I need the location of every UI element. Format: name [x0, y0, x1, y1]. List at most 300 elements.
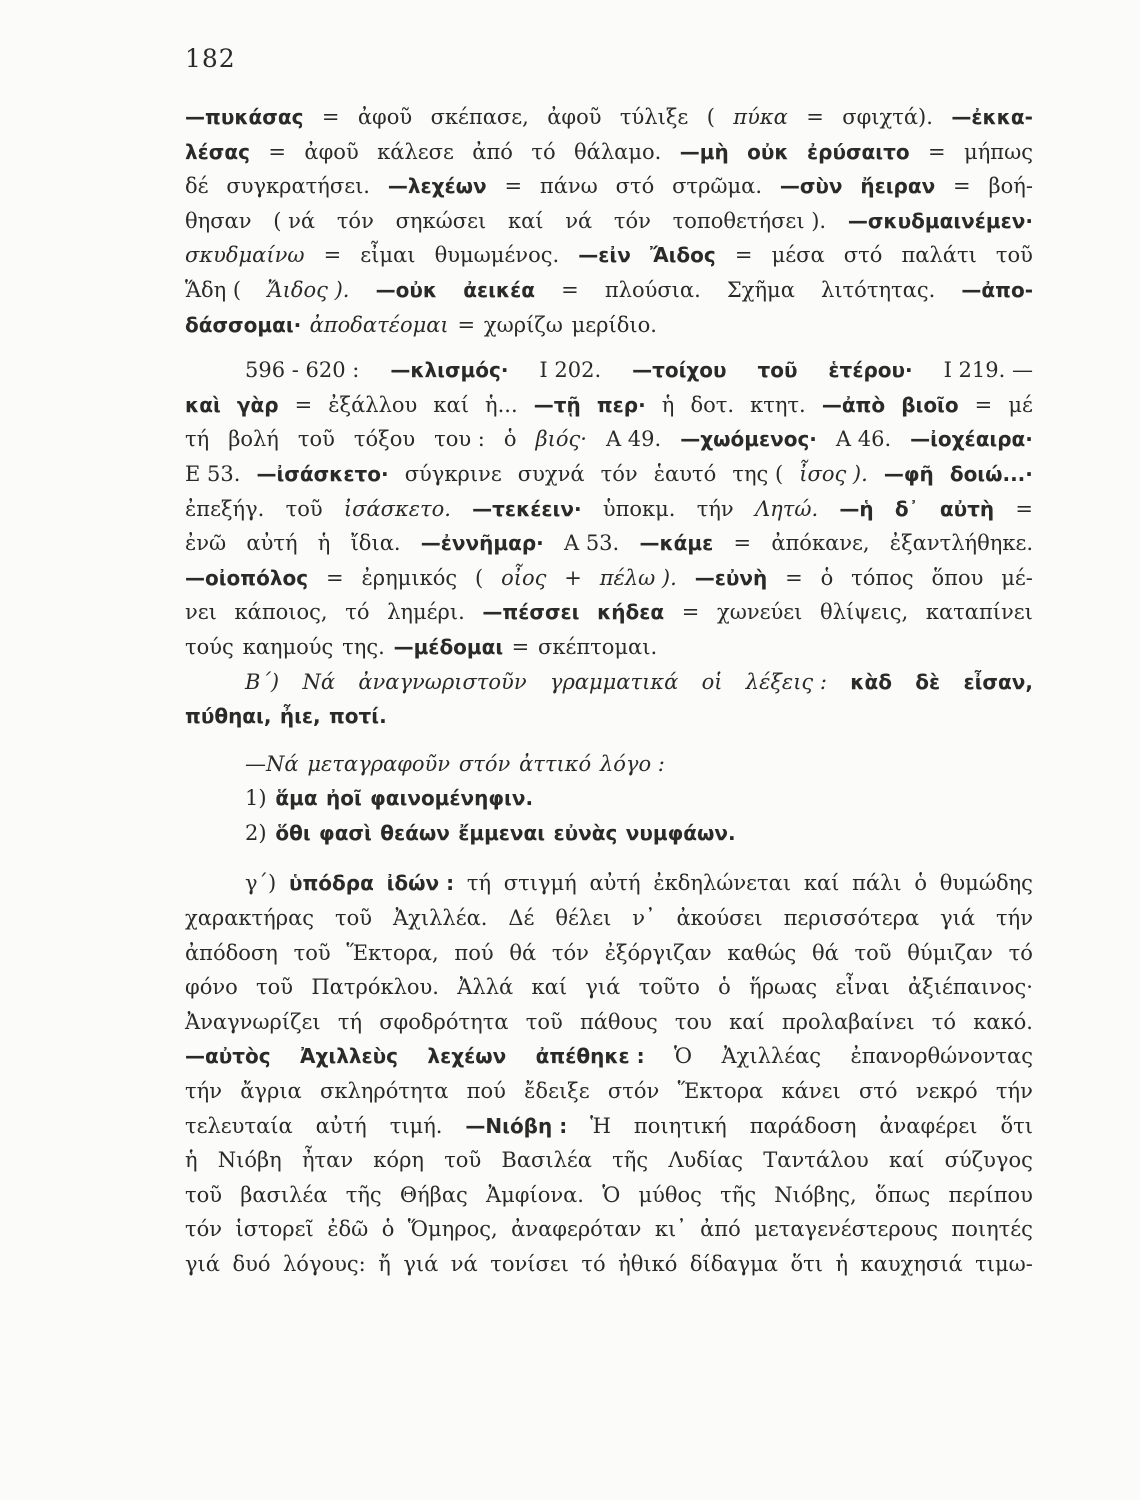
text-run: σφοδρότητα — [379, 1009, 509, 1034]
text-run: ὑποκμ. — [602, 496, 676, 521]
text-run: ἑαυτό — [653, 461, 717, 486]
text-line — [185, 135, 1033, 170]
text-run: ( — [706, 105, 715, 129]
text-run: ἄγρια — [240, 1079, 302, 1104]
text-run: πάνω — [539, 174, 598, 199]
text-run: = — [561, 277, 579, 302]
bold-term: λέσας — [185, 139, 250, 164]
text-run: ( — [474, 565, 484, 590]
text-run: Λυδίας — [668, 1148, 744, 1173]
text-run: ἐδῶ — [327, 1217, 369, 1242]
bold-term: ὅθι — [275, 820, 311, 845]
text-run: πού — [466, 1079, 506, 1104]
text-run: τόν — [336, 208, 374, 233]
text-run: ἀφοῦ — [304, 139, 359, 164]
text-run: 596 - 620 : — [245, 358, 360, 383]
text-run: = — [511, 634, 530, 659]
bold-term: ἠοῖ — [325, 786, 362, 811]
bold-term: ἅμα — [275, 786, 318, 811]
bold-term: —τεκέειν· — [472, 496, 582, 521]
text-line — [185, 1247, 1033, 1282]
text-run: Ἀχιλλέας — [721, 1044, 822, 1069]
italic-text: βιός· — [535, 427, 587, 452]
text-run: νεκρό — [915, 1079, 978, 1104]
text-line — [185, 1039, 1033, 1074]
text-run: ἐπεξήγ. — [185, 496, 265, 521]
text-run: τή — [337, 1009, 363, 1034]
bold-term: ἔμμεναι — [458, 820, 546, 845]
bold-term: —φῆ — [883, 461, 934, 486]
text-run: τοῦ — [256, 975, 294, 1000]
text-run: νά — [565, 208, 593, 233]
text-run: εἶναι — [835, 975, 890, 1000]
bold-term: φαινομένηφιν. — [370, 786, 534, 811]
text-run: ὁ — [718, 975, 731, 1000]
text-line — [185, 492, 1033, 527]
text-line — [185, 526, 1033, 561]
text-line — [185, 665, 1033, 700]
text-run: ἤ — [378, 1252, 391, 1276]
bold-term: δ᾽ — [894, 496, 919, 521]
text-run: Ἀλλά — [457, 975, 514, 1000]
bold-term: θεάων — [380, 820, 450, 845]
text-run: = — [681, 600, 700, 625]
text-run: μήπως — [964, 139, 1033, 164]
text-run: ἡ — [317, 531, 331, 556]
text-run: ἐκδηλώνεται — [653, 871, 792, 896]
bold-term: —εὐνὴ — [694, 565, 768, 590]
text-run: θάλαμο. — [574, 139, 662, 164]
text-run: τοῦ — [334, 906, 373, 931]
bold-term: Ἀχιλλεὺς — [300, 1044, 398, 1069]
text-run: ἐξάλλου — [328, 392, 418, 417]
text-run: του : — [434, 427, 485, 452]
bold-term: —μέδομαι — [393, 634, 504, 659]
text-run: ὅπου — [931, 565, 984, 590]
italic-text: ἀναγνωριστοῦν — [358, 669, 527, 694]
bold-term: —οὐκ — [375, 277, 438, 302]
text-run: καί — [729, 1009, 765, 1034]
text-run: καυχησιά — [860, 1252, 963, 1276]
text-line — [185, 901, 1033, 936]
text-run: ἡ — [661, 392, 675, 417]
text-run: μεταγενέστερους — [754, 1217, 938, 1242]
text-run: = — [953, 174, 971, 199]
text-run: τήν — [995, 1079, 1033, 1104]
text-run: ἴδια. — [350, 531, 401, 556]
bold-term: πύθηαι, — [185, 704, 272, 729]
text-run: τῆς — [612, 1148, 649, 1173]
text-run: τονίσει — [490, 1252, 569, 1276]
text-run: θά — [811, 940, 839, 965]
bold-term: —ἡ — [839, 496, 874, 521]
text-run: στιγμή — [503, 871, 577, 896]
text-line — [185, 204, 1033, 239]
text-line — [185, 747, 1033, 782]
text-run: κακό. — [973, 1009, 1033, 1034]
text-line — [185, 1005, 1033, 1040]
bold-term: γὰρ — [236, 392, 279, 417]
text-run: Ἀναγνωρίζει — [185, 1009, 321, 1034]
text-run: θά — [509, 940, 537, 965]
text-run: τόν — [600, 461, 638, 486]
text-run: θυμώδης — [939, 871, 1033, 896]
text-run: = — [504, 174, 523, 199]
text-run: ἀκούσει — [676, 906, 763, 931]
text-run: δίδαγμα — [689, 1252, 778, 1276]
text-run: τήν — [996, 906, 1033, 931]
text-line — [185, 781, 1033, 816]
text-run: γιά — [940, 906, 976, 931]
text-line — [185, 595, 1033, 630]
text-run: ἐπανορθώνοντας — [850, 1044, 1033, 1069]
text-run: Ὁ — [602, 1182, 621, 1207]
text-run: ἡ... — [485, 392, 518, 417]
bold-term: —ἰοχέαιρα· — [910, 427, 1033, 452]
bold-term: καὶ — [185, 392, 221, 417]
text-line — [185, 630, 1033, 665]
text-run: καί — [888, 1148, 925, 1173]
text-run: εἶμαι — [360, 243, 416, 268]
text-run: Νιόβη — [217, 1148, 282, 1173]
text-run: Ἕκτορα — [677, 1079, 764, 1104]
text-run: Ταντάλου — [763, 1148, 869, 1173]
text-run: τό — [1008, 940, 1033, 965]
text-line — [185, 699, 1033, 734]
text-run: πάθους — [579, 1009, 658, 1034]
text-run: ποιητές — [951, 1217, 1033, 1242]
text-run: καί — [803, 871, 840, 896]
italic-text: γραμματικά — [549, 669, 679, 694]
text-run: τύλιξε — [619, 105, 689, 129]
bold-term: ἦιε, — [279, 704, 321, 729]
text-run: ὁ — [820, 565, 834, 590]
text-run: = — [457, 312, 476, 337]
text-run: + — [564, 565, 582, 590]
bold-term: —αὐτὸς — [185, 1044, 271, 1069]
text-line — [185, 1143, 1033, 1178]
text-run: στό — [615, 174, 655, 199]
text-run: ἀξιέπαινος· — [907, 975, 1033, 1000]
text-run: τόν — [613, 208, 651, 233]
bold-term: δάσσομαι· — [185, 312, 302, 337]
text-run: τιμή. — [389, 1113, 443, 1138]
bold-term: —τῇ — [533, 392, 581, 417]
italic-text: λόγο : — [599, 751, 665, 776]
bold-term: ἐρύσαιτο — [807, 139, 910, 164]
text-run: θύμιζαν — [907, 940, 993, 965]
page-number: 182 — [185, 44, 236, 73]
text-run: προλαβαίνει — [781, 1009, 915, 1034]
text-run: καί — [531, 975, 568, 1000]
text-run: κι᾽ — [654, 1217, 687, 1242]
text-run: 2) — [245, 820, 267, 845]
text-run: ἀναφερόταν — [511, 1217, 642, 1242]
text-run: ἀπό — [700, 1217, 741, 1242]
text-run: Ι 219. — — [943, 358, 1033, 383]
text-run: ἥρωας — [749, 975, 818, 1000]
text-run: καημούς — [242, 634, 334, 659]
bold-term: —ἰσάσκετο· — [256, 461, 389, 486]
text-line — [185, 970, 1033, 1005]
text-run: στό — [843, 243, 883, 268]
text-run: Ὅμηρος, — [407, 1217, 498, 1242]
text-run: σκέπτομαι. — [538, 634, 658, 659]
italic-text: Λητώ. — [754, 496, 819, 521]
text-run: καί — [433, 392, 469, 417]
text-run: ἡ — [185, 1148, 198, 1173]
text-run: τοποθετήσει ). — [672, 208, 827, 233]
italic-text: σκυδμαίνω — [185, 243, 305, 268]
bold-term: —λεχέων — [387, 174, 487, 199]
text-run: Θήβας — [399, 1182, 468, 1207]
text-run: γιά — [585, 975, 621, 1000]
italic-text: οἱ — [701, 669, 723, 694]
text-run: σύγκρινε — [404, 461, 502, 486]
text-run: τό — [345, 600, 370, 625]
text-run: Ἕκτορα, — [346, 940, 439, 965]
bold-term: —ἐκκα- — [951, 105, 1033, 129]
text-run: ὅτι — [790, 1252, 823, 1276]
text-run: δυό — [232, 1252, 271, 1276]
text-run: τοῦ — [444, 1148, 482, 1173]
text-run: τιμω- — [975, 1252, 1033, 1276]
text-run: δέ — [185, 174, 209, 199]
bold-term: λεχέων — [427, 1044, 507, 1069]
text-run: κτητ. — [750, 392, 806, 417]
text-line — [185, 561, 1033, 596]
italic-text: —Νά — [245, 751, 299, 776]
text-line — [185, 1178, 1033, 1213]
bold-term: εὐνὰς — [553, 820, 618, 845]
text-run: σφιχτά). — [842, 105, 933, 129]
text-run: πού — [454, 940, 494, 965]
text-line — [185, 388, 1033, 423]
text-run: Σχῆμα — [726, 277, 795, 302]
text-run: φόνο — [185, 975, 238, 1000]
bold-term: —μὴ — [679, 139, 729, 164]
text-run: = — [806, 105, 824, 129]
text-run: = — [325, 565, 344, 590]
bold-term: —τοίχου — [632, 358, 727, 383]
text-run: τῆς — [720, 1182, 757, 1207]
text-run: ὁ — [914, 871, 928, 896]
text-run: ἀφοῦ — [547, 105, 602, 129]
text-run: ἐρημικός — [361, 565, 458, 590]
text-run: τό — [931, 1009, 957, 1034]
text-run: θέλει — [555, 906, 612, 931]
text-run: σύζυγος — [944, 1148, 1033, 1173]
text-run: περισσότερα — [783, 906, 920, 931]
text-run: Ε 53. — [185, 461, 241, 486]
text-run: γιά — [403, 1252, 439, 1276]
text-run: ὅπως — [874, 1182, 931, 1207]
text-run: τόν — [551, 940, 589, 965]
text-run: του — [674, 1009, 712, 1034]
text-run: τοῦ — [995, 243, 1033, 268]
text-run: δοτ. — [690, 392, 735, 417]
italic-text: οἶος — [501, 565, 547, 590]
text-run: συχνά — [517, 461, 585, 486]
bold-term: —χωόμενος· — [680, 427, 817, 452]
text-run: τή — [185, 427, 210, 452]
text-run: τοῦ — [285, 496, 323, 521]
text-run: ποιητική — [633, 1113, 727, 1138]
text-line — [185, 100, 1033, 135]
text-run: μερίδιο. — [571, 312, 657, 337]
bold-term: —σκυδμαινέμεν· — [847, 208, 1033, 233]
italic-text: ἀποδατέομαι — [309, 312, 449, 337]
text-run: ἐξόργιζαν — [604, 940, 712, 965]
bold-term: —ἀπο- — [961, 277, 1033, 302]
text-run: μέσα — [771, 243, 825, 268]
text-run: Πατρόκλου. — [311, 975, 439, 1000]
text-run: ἀπόκανε, — [771, 531, 870, 556]
text-run: ἠθικό — [618, 1252, 678, 1276]
text-run: γιά — [185, 1252, 220, 1276]
text-run: = — [974, 392, 993, 417]
text-run: σηκώσει — [395, 208, 487, 233]
text-run: αὐτή — [246, 531, 298, 556]
text-run: λόγους: — [283, 1252, 366, 1276]
text-run: = — [785, 565, 803, 590]
bold-term: κήδεα — [597, 600, 665, 625]
text-run: βασιλέα — [240, 1182, 328, 1207]
text-line — [185, 1212, 1033, 1247]
text-run: μέ — [1008, 392, 1033, 417]
text-run: τή — [466, 871, 492, 896]
bold-term: —Νιόβη : — [465, 1113, 568, 1138]
italic-text: Νά — [302, 669, 335, 694]
text-run: ἐνῶ — [185, 531, 227, 556]
italic-text: πύκα — [733, 105, 788, 129]
text-line — [185, 936, 1033, 971]
text-run: σκέπασε, — [430, 105, 529, 129]
text-run: Νιόβης, — [774, 1182, 857, 1207]
bold-term: —κλισμός· — [390, 358, 509, 383]
text-run: = — [1015, 496, 1033, 521]
bold-term: —οἰοπόλος — [185, 565, 309, 590]
text-run: στρῶμα. — [672, 174, 762, 199]
text-run: τόξου — [353, 427, 416, 452]
italic-text: Ἄιδος ). — [267, 277, 350, 302]
bold-term: ἀπέθηκε : — [535, 1044, 645, 1069]
bold-term: —σὺν — [779, 174, 843, 199]
text-line — [185, 353, 1033, 388]
text-run: Α 53. — [563, 531, 620, 556]
text-line — [185, 816, 1033, 851]
text-run: χωρίζω — [483, 312, 563, 337]
text-run: τελευταία — [185, 1113, 293, 1138]
text-run: Ἀμφίονα. — [485, 1182, 584, 1207]
bold-term: Ἄιδος — [649, 243, 716, 268]
bold-term: τοῦ — [757, 358, 798, 383]
italic-text: λέξεις : — [745, 669, 827, 694]
text-run: ὅτι — [1000, 1113, 1033, 1138]
text-run: ἔδειξε — [524, 1079, 590, 1104]
text-run: τοῦ — [854, 940, 892, 965]
text-run: νά — [450, 1252, 478, 1276]
text-line — [185, 169, 1033, 204]
text-run: ἡ — [835, 1252, 849, 1276]
text-run: μέ- — [1001, 565, 1033, 590]
bold-term: κὰδ — [850, 669, 892, 694]
text-run: βοή- — [988, 174, 1033, 199]
text-line — [185, 308, 1033, 343]
text-run: ὁ — [503, 427, 517, 452]
text-run: τό — [531, 139, 556, 164]
bold-term: περ· — [596, 392, 646, 417]
bold-term: —πυκάσας — [185, 105, 304, 129]
text-run: τούς — [185, 634, 234, 659]
text-run: Ἀχιλλέα. — [392, 906, 488, 931]
bold-term: αὐτὴ — [939, 496, 995, 521]
text-run: = — [734, 243, 753, 268]
text-line — [185, 422, 1033, 457]
bold-term: ποτί. — [328, 704, 387, 729]
text-line — [185, 238, 1033, 273]
bold-term: ἰδών : — [386, 871, 455, 896]
italic-text: μεταγραφοῦν — [307, 751, 451, 776]
text-run: κάποιος, — [234, 600, 328, 625]
text-run: τόπος — [851, 565, 914, 590]
text-run: τήν — [185, 1079, 222, 1104]
bold-term: οὐκ — [747, 139, 789, 164]
body-text — [185, 100, 1033, 1282]
text-line — [185, 1109, 1033, 1144]
bold-term: —κάμε — [639, 531, 714, 556]
text-run: Ι 202. — [539, 358, 602, 383]
text-run: Ὁ — [674, 1044, 693, 1069]
text-run: τόν — [185, 1217, 223, 1242]
text-run: λημέρι. — [387, 600, 465, 625]
text-run: ἀπόδοση — [185, 940, 278, 965]
text-run: συγκρατήσει. — [226, 174, 370, 199]
text-run: κάνει — [781, 1079, 841, 1104]
text-run: τοῦ — [185, 1182, 223, 1207]
text-run: Ἅδη ( — [185, 277, 242, 302]
text-run: ἀναφέρει — [879, 1113, 978, 1138]
text-run: τό — [581, 1252, 606, 1276]
text-run: αὐτή — [315, 1113, 367, 1138]
text-run: τοῦ — [297, 427, 335, 452]
text-run: ἐξαντλήθηκε. — [889, 531, 1033, 556]
text-run: = — [733, 531, 752, 556]
italic-text: στόν — [458, 751, 511, 776]
bold-term: δὲ — [915, 669, 941, 694]
text-run: πάλι — [852, 871, 902, 896]
text-run: τοῦ — [293, 940, 331, 965]
text-run: = — [268, 139, 286, 164]
text-run: κάλεσε — [377, 139, 454, 164]
text-run: ν᾽ — [632, 906, 656, 931]
bold-term: φασὶ — [319, 820, 372, 845]
text-run: = — [928, 139, 946, 164]
italic-text: ἶσος ). — [799, 461, 868, 486]
text-run: περίπου — [948, 1182, 1033, 1207]
text-run: = — [323, 243, 342, 268]
text-run: πλούσια. — [604, 277, 701, 302]
bold-term: δοιώ...· — [949, 461, 1033, 486]
text-run: Α 46. — [835, 427, 892, 452]
text-run: τοῦ — [525, 1009, 563, 1034]
text-run: θλίψεις, — [820, 600, 909, 625]
text-run: ( νά — [273, 208, 316, 233]
text-run: βολή — [228, 427, 279, 452]
text-run: στό — [858, 1079, 898, 1104]
text-run: καθώς — [727, 940, 797, 965]
text-run: της ( — [732, 461, 784, 486]
